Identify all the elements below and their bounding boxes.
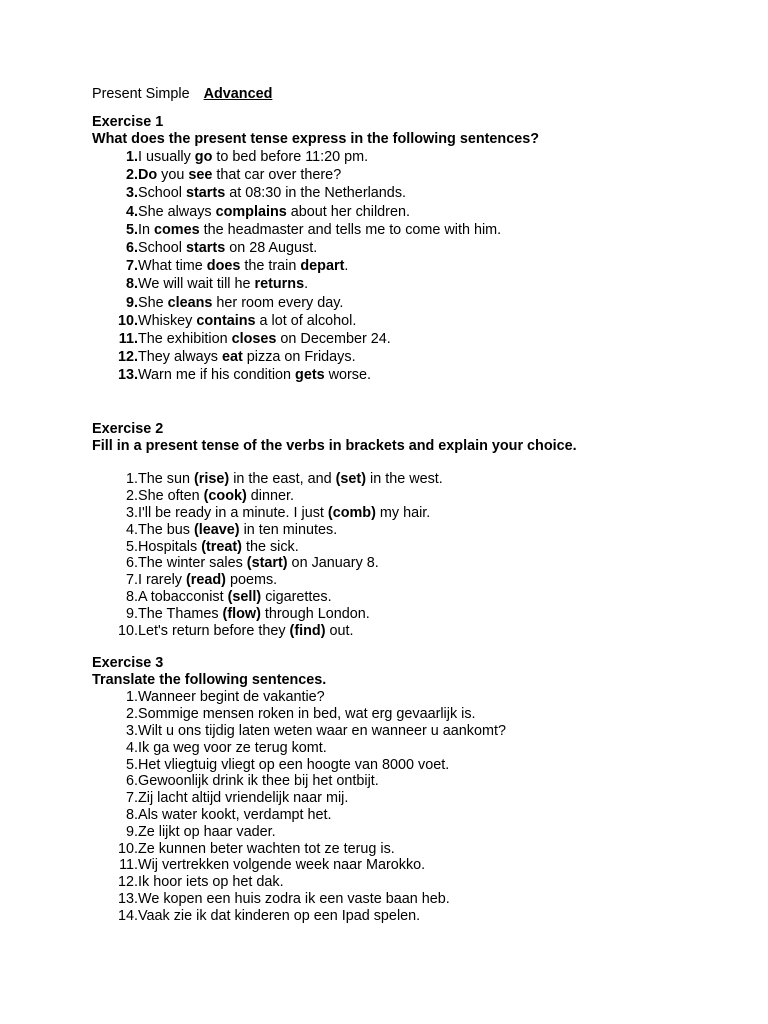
item-text: [138, 539, 732, 556]
item-number: 1.: [125, 689, 138, 706]
list-item: [92, 623, 732, 640]
item-number: 3.: [125, 185, 138, 202]
text-segment: a lot of alcohol.: [255, 312, 357, 329]
item-text: [138, 857, 732, 874]
list-item: [92, 857, 732, 874]
list-item: [92, 740, 732, 757]
text-segment: at 08:30 in the Netherlands.: [225, 185, 407, 202]
text-segment: The bus: [138, 521, 194, 538]
text-segment: .: [304, 276, 309, 293]
item-number: 8.: [125, 806, 138, 823]
list-item: [92, 239, 732, 257]
text-segment: Vaak zie ik dat kinderen op een Ipad spelen.: [138, 907, 421, 924]
text-segment: Wilt u ons tijdig laten weten waar en wanneer u aankomt?: [138, 723, 506, 739]
text-segment: I usually: [138, 149, 195, 165]
item-number: 2.: [125, 488, 138, 505]
text-segment: the train: [240, 258, 301, 275]
item-text: [138, 148, 732, 166]
text-segment: in the east, and: [229, 471, 336, 488]
exercise-instruction: Fill in a present tense of the verbs in brackets and explain your choice.: [92, 438, 577, 455]
item-number: 6.: [125, 555, 138, 572]
item-number: 6.: [125, 773, 138, 790]
text-segment: to bed before 11:20 pm.: [212, 149, 369, 165]
text-segment: Wij vertrekken volgende week naar Marokko.: [138, 857, 426, 874]
emphasized-verb: (sell): [227, 589, 262, 606]
list-item: [92, 257, 732, 275]
emphasized-verb: starts: [186, 185, 226, 202]
text-segment: the sick.: [241, 538, 299, 555]
emphasized-verb: see: [188, 167, 213, 184]
emphasized-verb: (start): [246, 555, 288, 572]
emphasized-verb: contains: [196, 312, 256, 329]
text-segment: Let's return before they: [138, 622, 290, 639]
list-item: [92, 539, 732, 556]
item-text: [138, 555, 732, 572]
exercise-title: Exercise 2: [92, 421, 164, 438]
list-item: [92, 148, 732, 166]
list-item: [92, 589, 732, 606]
text-segment: about her children.: [286, 203, 410, 220]
text-segment: Wanneer begint de vakantie?: [138, 689, 325, 706]
list-item: [92, 606, 732, 623]
topic-title: Present Simple: [92, 86, 190, 102]
item-number: 6.: [125, 239, 138, 256]
exercise-3: [92, 655, 732, 924]
exercise-2: [92, 421, 732, 639]
item-number: 11.: [118, 330, 138, 347]
text-segment: The winter sales: [138, 555, 247, 572]
item-text: [138, 330, 732, 348]
text-segment: School: [138, 185, 186, 202]
item-number: 10.: [117, 622, 138, 639]
item-text: [138, 239, 732, 257]
item-text: [138, 908, 732, 925]
list-item: [92, 330, 732, 348]
exercise-instruction: What does the present tense express in the following sentences?: [92, 131, 540, 147]
text-segment: on December 24.: [276, 330, 391, 347]
emphasized-verb: comes: [154, 221, 200, 238]
item-number: 1.: [125, 149, 138, 165]
item-text: [138, 706, 732, 723]
item-text: [138, 740, 732, 757]
item-number: 9.: [125, 605, 138, 622]
text-segment: on 28 August.: [225, 239, 318, 256]
item-text: [138, 348, 732, 366]
item-text: [138, 522, 732, 539]
list-item: [92, 807, 732, 824]
item-text: [138, 294, 732, 312]
text-segment: my hair.: [375, 505, 431, 522]
item-number: 2.: [125, 167, 138, 184]
list-item: [92, 572, 732, 589]
emphasized-verb: (treat): [201, 538, 242, 555]
list-item: [92, 841, 732, 858]
item-text: [138, 184, 732, 202]
emphasized-verb: (find): [289, 622, 326, 639]
emphasized-verb: (cook): [203, 488, 247, 505]
exercise-title: Exercise 1: [92, 114, 164, 130]
text-segment: She often: [138, 488, 204, 505]
item-number: 13.: [117, 890, 138, 907]
emphasized-verb: complains: [215, 203, 287, 220]
item-text: [138, 203, 732, 221]
text-segment: She always: [138, 203, 216, 220]
text-segment: worse.: [324, 367, 372, 384]
item-number: 5.: [125, 756, 138, 773]
item-text: [138, 623, 732, 640]
text-segment: Warn me if his condition: [138, 367, 296, 384]
list-item: [92, 366, 732, 384]
list-item: [92, 471, 732, 488]
text-segment: Zij lacht altijd vriendelijk naar mij.: [138, 790, 349, 807]
emphasized-verb: (rise): [194, 471, 230, 488]
text-segment: We kopen een huis zodra ik een vaste baan heb.: [138, 890, 450, 907]
list-item: [92, 294, 732, 312]
item-number: 12.: [117, 349, 138, 366]
exercise-1: [92, 114, 732, 384]
exercise-item-list: [92, 689, 732, 924]
emphasized-verb: (read): [185, 572, 226, 589]
exercise-instruction: Translate the following sentences.: [92, 672, 327, 689]
text-segment: School: [138, 239, 186, 256]
item-text: [138, 891, 732, 908]
list-item: [92, 689, 732, 706]
text-segment: that car over there?: [212, 167, 342, 184]
emphasized-verb: does: [206, 258, 241, 275]
list-item: [92, 874, 732, 891]
item-text: [138, 841, 732, 858]
text-segment: pizza on Fridays.: [242, 349, 356, 366]
item-text: [138, 606, 732, 623]
item-text: [138, 257, 732, 275]
text-segment: In: [138, 221, 154, 238]
worksheet-header: [92, 84, 732, 104]
list-item: [92, 555, 732, 572]
emphasized-verb: gets: [295, 367, 325, 384]
text-segment: Ik ga weg voor ze terug komt.: [138, 739, 327, 756]
text-segment: The exhibition: [138, 330, 232, 347]
exercise-item-list: [92, 148, 732, 384]
emphasized-verb: go: [194, 149, 213, 165]
text-segment: Gewoonlijk drink ik thee bij het ontbijt.: [138, 773, 379, 790]
item-number: 12.: [117, 874, 138, 891]
text-segment: What time: [138, 258, 207, 275]
exercise-title: Exercise 3: [92, 655, 164, 672]
worksheet-document: [92, 84, 732, 925]
text-segment: The Thames: [138, 605, 223, 622]
item-text: [138, 221, 732, 239]
text-segment: We will wait till he: [138, 276, 255, 293]
text-segment: I rarely: [138, 572, 186, 589]
list-item: [92, 790, 732, 807]
text-segment: on January 8.: [287, 555, 379, 572]
item-number: 1.: [125, 471, 138, 488]
item-number: 4.: [125, 521, 138, 538]
item-number: 7.: [125, 258, 138, 275]
text-segment: She: [138, 294, 168, 311]
emphasized-verb: cleans: [167, 294, 213, 311]
item-number: 4.: [125, 203, 138, 220]
text-segment: They always: [138, 349, 222, 366]
list-item: [92, 203, 732, 221]
text-segment: Ik hoor iets op het dak.: [138, 874, 284, 891]
emphasized-verb: closes: [231, 330, 277, 347]
emphasized-verb: starts: [186, 239, 226, 256]
emphasized-verb: eat: [221, 349, 243, 366]
text-segment: in the west.: [366, 471, 443, 488]
item-text: [138, 275, 732, 293]
item-text: [138, 366, 732, 384]
text-segment: the headmaster and tells me to come with him.: [199, 221, 502, 238]
item-number: 9.: [125, 294, 138, 311]
text-segment: .: [344, 258, 349, 275]
emphasized-verb: (flow): [222, 605, 261, 622]
text-segment: The sun: [138, 471, 194, 488]
text-segment: you: [157, 167, 189, 184]
item-number: 8.: [125, 276, 138, 293]
emphasized-verb: Do: [138, 167, 158, 184]
item-number: 8.: [125, 589, 138, 606]
text-segment: poems.: [225, 572, 278, 589]
list-item: [92, 166, 732, 184]
item-text: [138, 488, 732, 505]
list-item: [92, 757, 732, 774]
emphasized-verb: (leave): [194, 521, 240, 538]
item-number: 7.: [125, 790, 138, 807]
text-segment: in ten minutes.: [239, 521, 338, 538]
text-segment: cigarettes.: [261, 589, 332, 606]
item-text: [138, 471, 732, 488]
list-item: [92, 908, 732, 925]
text-segment: Whiskey: [138, 312, 197, 329]
item-text: [138, 757, 732, 774]
text-segment: A tobacconist: [138, 589, 228, 606]
item-text: [138, 166, 732, 184]
exercise-item-list: [92, 471, 732, 639]
text-segment: through London.: [260, 605, 370, 622]
item-text: [138, 790, 732, 807]
item-text: [138, 824, 732, 841]
text-segment: Hospitals: [138, 538, 202, 555]
text-segment: out.: [325, 622, 354, 639]
text-segment: dinner.: [246, 488, 295, 505]
text-segment: Ze kunnen beter wachten tot ze terug is.: [138, 840, 395, 857]
list-item: [92, 706, 732, 723]
item-number: 3.: [125, 505, 138, 522]
item-number: 11.: [119, 857, 138, 874]
item-number: 14.: [117, 907, 138, 924]
emphasized-verb: depart: [300, 258, 345, 275]
text-segment: Als water kookt, verdampt het.: [138, 806, 332, 823]
item-text: [138, 312, 732, 330]
list-item: [92, 505, 732, 522]
list-item: [92, 348, 732, 366]
item-number: 9.: [125, 823, 138, 840]
emphasized-verb: (comb): [327, 505, 376, 522]
item-number: 5.: [125, 221, 138, 238]
list-item: [92, 773, 732, 790]
emphasized-verb: (set): [335, 471, 366, 488]
text-segment: Ze lijkt op haar vader.: [138, 823, 276, 840]
list-item: [92, 275, 732, 293]
item-text: [138, 723, 732, 740]
item-number: 10.: [117, 312, 138, 329]
text-segment: Het vliegtuig vliegt op een hoogte van 8000 voet.: [138, 756, 450, 773]
item-text: [138, 874, 732, 891]
list-item: [92, 312, 732, 330]
item-number: 7.: [125, 572, 138, 589]
text-segment: Sommige mensen roken in bed, wat erg gevaarlijk is.: [138, 706, 476, 723]
item-number: 4.: [125, 739, 138, 756]
text-segment: I'll be ready in a minute. I just: [138, 505, 328, 522]
emphasized-verb: returns: [254, 276, 305, 293]
level-label: Advanced: [203, 86, 273, 102]
list-item: [92, 221, 732, 239]
list-item: [92, 522, 732, 539]
item-number: 5.: [125, 538, 138, 555]
list-item: [92, 184, 732, 202]
item-text: [138, 589, 732, 606]
text-segment: her room every day.: [212, 294, 344, 311]
item-text: [138, 572, 732, 589]
item-text: [138, 807, 732, 824]
item-number: 13.: [117, 367, 138, 384]
list-item: [92, 488, 732, 505]
item-text: [138, 505, 732, 522]
item-number: 2.: [125, 706, 138, 723]
item-text: [138, 689, 732, 706]
item-number: 10.: [117, 840, 138, 857]
list-item: [92, 723, 732, 740]
item-number: 3.: [125, 723, 138, 739]
list-item: [92, 824, 732, 841]
item-text: [138, 773, 732, 790]
list-item: [92, 891, 732, 908]
